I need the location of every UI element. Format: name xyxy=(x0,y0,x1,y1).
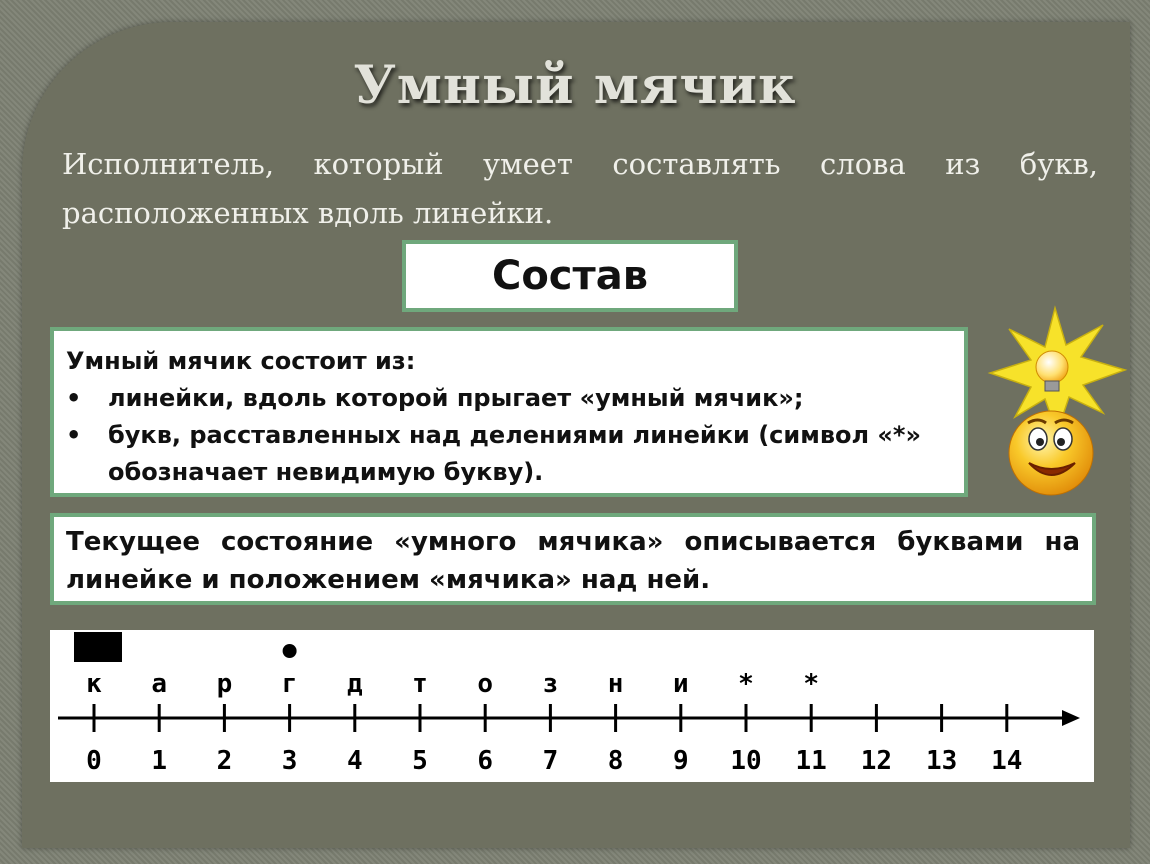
ruler-number: 12 xyxy=(860,746,893,776)
number-line xyxy=(50,630,1094,782)
ball-icon xyxy=(283,644,297,658)
bullet-icon: • xyxy=(66,421,82,449)
ruler-number: 7 xyxy=(542,746,559,776)
state-text: Текущее состояние «умного мячика» описывается буквами на линейке и положением «мячика» над ней. xyxy=(66,527,1080,595)
ruler-letter: о xyxy=(477,669,494,699)
list-item-text: линейки, вдоль которой прыгает «умный мячик»; xyxy=(108,384,804,412)
ruler-number: 1 xyxy=(151,746,168,776)
ruler-number: 13 xyxy=(925,746,958,776)
ruler-arrowhead-icon xyxy=(1062,710,1080,726)
ruler-number: 2 xyxy=(216,746,233,776)
ruler-number: 8 xyxy=(607,746,624,776)
state-box xyxy=(50,513,1096,605)
intro-text: Исполнитель, который умеет составлять слова из букв, расположенных вдоль линейки. xyxy=(62,147,1098,230)
smiley-lightbulb-sun-icon xyxy=(985,305,1130,505)
ruler-letter: * xyxy=(803,669,820,699)
ruler-letter: а xyxy=(151,669,168,699)
bullet-icon: • xyxy=(66,384,82,412)
composition-box xyxy=(50,327,968,497)
ruler-letter: г xyxy=(281,669,298,699)
ruler-panel xyxy=(50,630,1094,782)
ruler-number: 9 xyxy=(672,746,689,776)
ruler-letter: з xyxy=(542,669,559,699)
ruler-letter: т xyxy=(412,669,428,699)
composition-heading: Умный мячик состоит из: xyxy=(66,347,416,375)
ruler-number: 3 xyxy=(281,746,298,776)
ruler-number: 5 xyxy=(412,746,428,776)
ruler-number: 6 xyxy=(477,746,494,776)
ruler-number: 14 xyxy=(991,746,1023,776)
list-item-text: букв, расставленных над делениями линейки (символ «*» обозначает невидимую букву). xyxy=(108,421,921,486)
ruler-letter: р xyxy=(216,669,233,699)
list-item xyxy=(66,380,952,417)
ruler-letter: * xyxy=(738,669,754,699)
ruler-number: 11 xyxy=(795,746,827,776)
ruler-letter: и xyxy=(672,669,689,699)
ruler-letter: н xyxy=(607,669,624,699)
composition-list xyxy=(66,380,952,491)
list-item xyxy=(66,417,952,491)
ruler-number: 4 xyxy=(346,746,363,776)
ruler-letter: д xyxy=(346,669,363,699)
section-label: Состав xyxy=(491,253,649,299)
ruler-number: 0 xyxy=(86,746,102,776)
start-marker xyxy=(74,632,122,662)
section-label-box xyxy=(402,240,738,312)
ruler-number: 10 xyxy=(730,746,762,776)
ruler-letter: к xyxy=(86,669,102,699)
slide-title: Умный мячик xyxy=(353,55,797,116)
